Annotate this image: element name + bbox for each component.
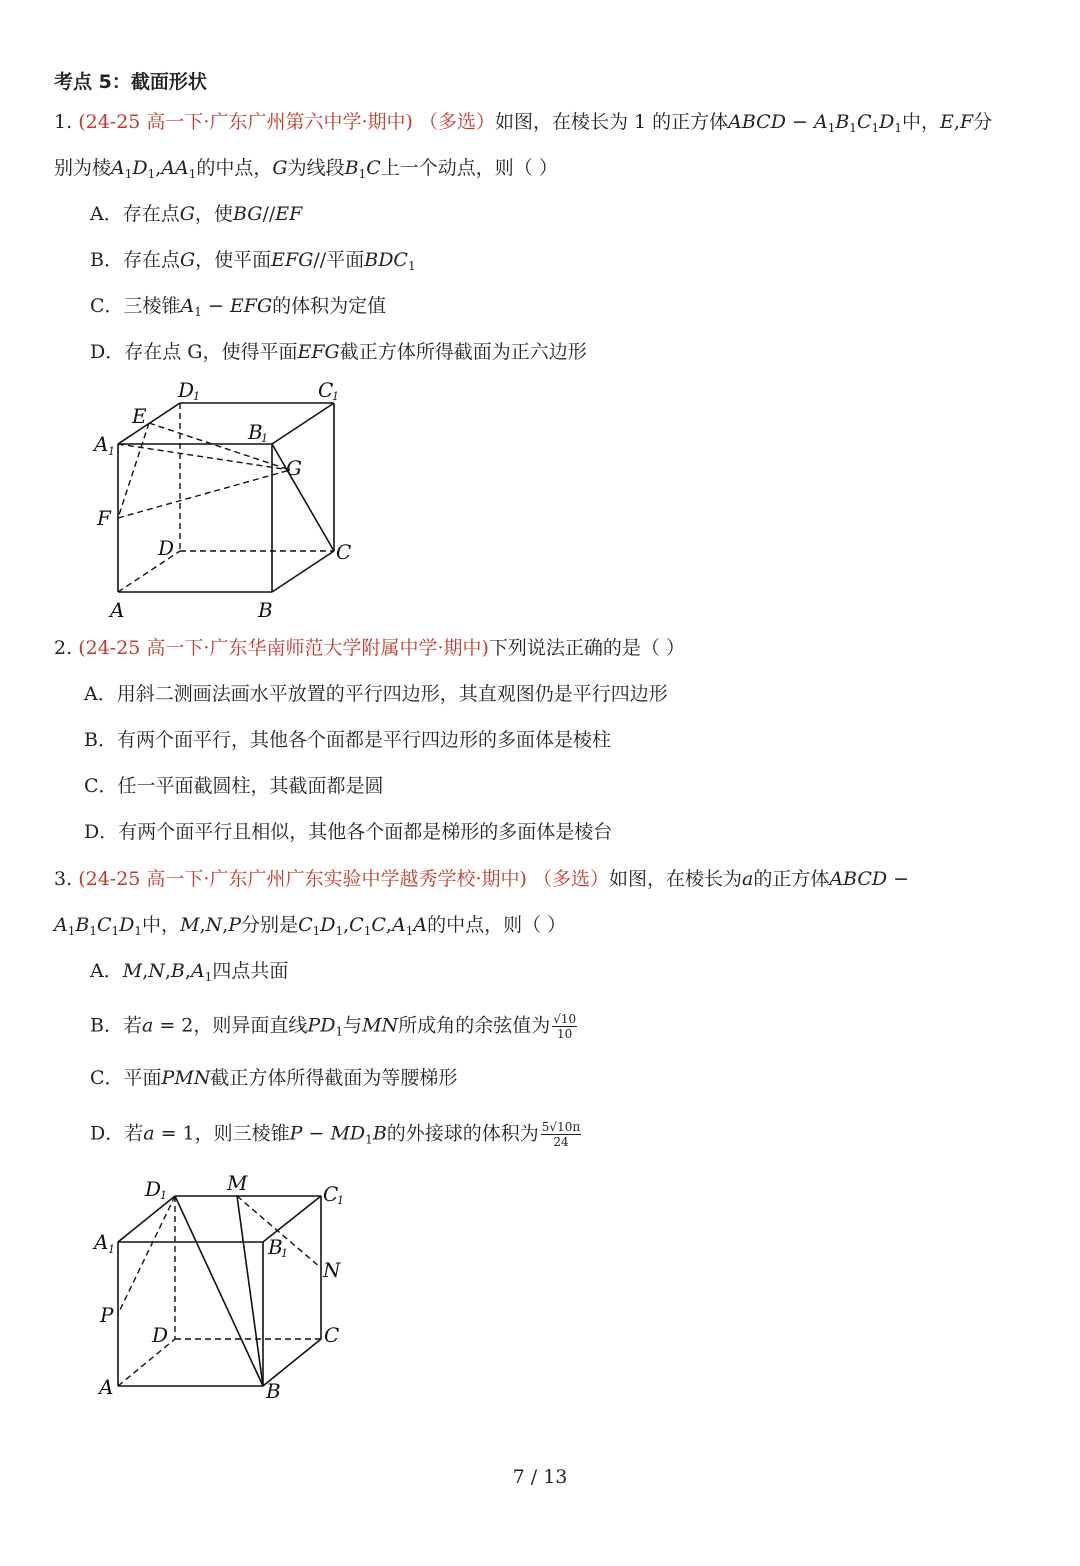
- svg-text:1: 1: [160, 1189, 167, 1202]
- q2-option-c: C．任一平面截圆柱，其截面都是圆: [84, 775, 384, 797]
- label2-C1: C: [323, 1182, 339, 1206]
- label2-P: P: [100, 1303, 114, 1327]
- label2-N: N: [323, 1258, 341, 1282]
- svg-text:1: 1: [108, 1243, 115, 1256]
- label-A1: A: [94, 432, 109, 456]
- svg-text:1: 1: [261, 432, 268, 445]
- label-F: F: [97, 506, 111, 530]
- q1-option-c: C．三棱锥$A_1$ − EFG的体积为定值: [90, 295, 387, 319]
- q3-option-d: D．若a = 1，则三棱锥$P - MD_1B$的外接球的体积为 $\frac{5√10\pi}{24}$: [90, 1120, 581, 1149]
- label2-D: D: [152, 1323, 169, 1347]
- label2-B: B: [266, 1379, 281, 1403]
- q3-b-fraction: $\frac{√10}{10}$: [553, 1012, 577, 1041]
- q3-d-fraction: $\frac{5√10\pi}{24}$: [541, 1120, 581, 1149]
- section-heading: 考点 5：截面形状: [54, 71, 207, 93]
- q2-option-b: B．有两个面平行，其他各个面都是平行四边形的多面体是棱柱: [84, 729, 611, 751]
- label2-B1: B: [268, 1235, 283, 1259]
- q3-number: 3.: [54, 868, 73, 890]
- svg-text:1: 1: [281, 1247, 288, 1260]
- label2-M: M: [227, 1171, 248, 1195]
- q1-option-b: B．存在点G，使平面EFG//平面$BDC_1$: [90, 249, 416, 273]
- q3-line1: 3. (24-25 高一下·广东广州广东实验中学越秀学校·期中) （多选）如图，在棱长为a的正方体ABCD −: [54, 868, 910, 890]
- svg-text:1: 1: [337, 1194, 344, 1207]
- q1-line2: 别为棱$A_1D_1,AA_1$的中点，G为线段$B_1C$上一个动点，则（ ）: [54, 157, 558, 181]
- label-D: D: [158, 536, 175, 560]
- q1-line1: 1. (24-25 高一下·广东广州第六中学·期中) （多选）如图，在棱长为 1 的正方体ABCD − $A_1B_1C_1D_1$中，E,F分: [54, 111, 993, 135]
- label-B1: B: [248, 420, 263, 444]
- q3-source: (24-25 高一下·广东广州广东实验中学越秀学校·期中): [78, 868, 527, 890]
- q2-line1: 2. (24-25 高一下·广东华南师范大学附属中学·期中)下列说法正确的是（ ）: [54, 637, 685, 659]
- q2-source: (24-25 高一下·广东华南师范大学附属中学·期中): [78, 637, 489, 659]
- q1-option-a: A．存在点G，使BG//EF: [90, 203, 303, 225]
- label-C: C: [336, 540, 352, 564]
- q2-option-a: A．用斜二测画法画水平放置的平行四边形，其直观图仍是平行四边形: [84, 683, 668, 705]
- label2-A: A: [99, 1375, 114, 1399]
- label-D1: D: [178, 378, 195, 402]
- label2-A1: A: [94, 1230, 109, 1254]
- svg-text:1: 1: [332, 390, 339, 403]
- q1-number: 1.: [54, 111, 73, 133]
- q3-option-c: C．平面PMN截正方体所得截面为等腰梯形: [90, 1067, 458, 1089]
- q2-number: 2.: [54, 637, 73, 659]
- q2-option-d: D．有两个面平行且相似，其他各个面都是梯形的多面体是棱台: [84, 821, 613, 843]
- q1-source: (24-25 高一下·广东广州第六中学·期中): [78, 111, 413, 133]
- svg-text:1: 1: [108, 445, 115, 458]
- label-A: A: [110, 598, 125, 622]
- label-C1: C: [318, 378, 334, 402]
- figure-cube-2: [90, 1170, 370, 1410]
- page-number: 7 / 13: [512, 1466, 568, 1488]
- q3-option-b: B．若a = 2，则异面直线$PD_1$与MN所成角的余弦值为 $\frac{√10}{10}$: [90, 1012, 577, 1041]
- svg-text:1: 1: [193, 390, 200, 403]
- label2-C: C: [324, 1323, 340, 1347]
- q3-option-a: A．$M,N,B,A_1$四点共面: [90, 960, 289, 984]
- label-G: G: [286, 456, 302, 480]
- figure-cube-1: [90, 375, 370, 625]
- q3-line2: $A_1B_1C_1D_1$中，M,N,P分别是$C_1D_1,C_1C,A_1A$的中点，则（ ）: [54, 914, 567, 938]
- q1-option-d: D．存在点 G，使得平面EFG截正方体所得截面为正六边形: [90, 341, 587, 363]
- label2-D1: D: [145, 1177, 162, 1201]
- q3-tag: （多选）: [532, 868, 609, 890]
- label-B: B: [258, 598, 273, 622]
- q1-tag: （多选）: [418, 111, 495, 133]
- label-E: E: [132, 404, 147, 428]
